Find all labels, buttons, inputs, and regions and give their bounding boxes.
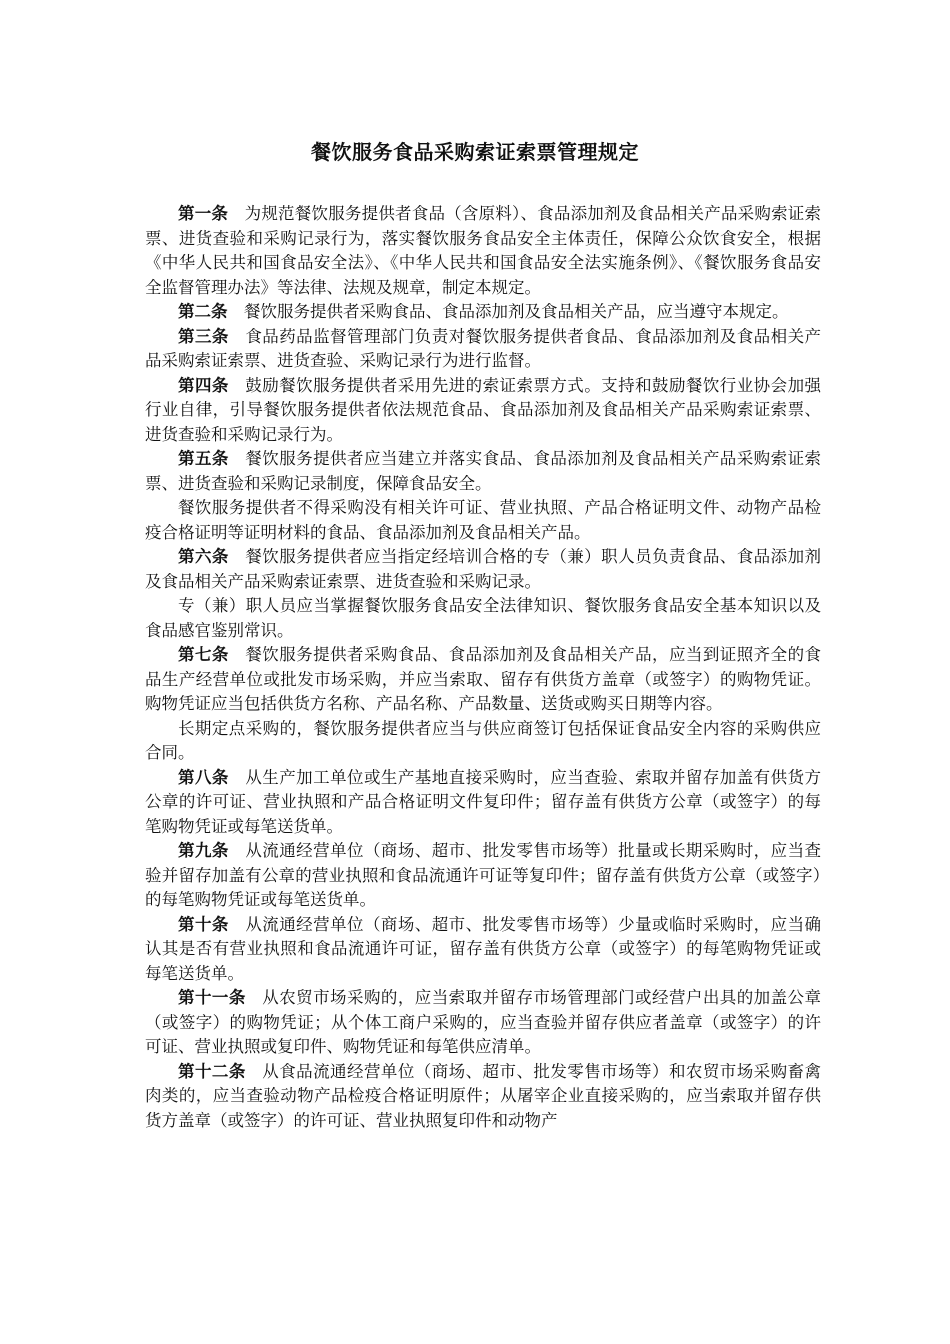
paragraph-article-10 [145, 913, 821, 987]
article-number: 第七条 [178, 645, 229, 664]
article-text: 从生产加工单位或生产基地直接采购时，应当查验、索取并留存加盖有供货方公章的许可证、营业执照和产品合格证明文件复印件；留存盖有供货方公章（或签字）的每笔购物凭证或每笔送货单。 [145, 767, 822, 836]
article-text: 餐饮服务提供者采购食品、食品添加剂及食品相关产品，应当遵守本规定。 [244, 302, 789, 321]
paragraph-article-5 [145, 447, 821, 496]
article-text: 从流通经营单位（商场、超市、批发零售市场等）批量或长期采购时，应当查验并留存加盖有公章的营业执照和食品流通许可证等复印件；留存盖有供货方公章（或签字）的每笔购物凭证或每笔送货单。 [145, 841, 822, 909]
article-text: 鼓励餐饮服务提供者采用先进的索证索票方式。支持和鼓励餐饮行业协会加强行业自律，引导餐饮服务提供者依法规范食品、食品添加剂及食品相关产品采购索证索票、进货查验和采购记录行为。 [145, 375, 822, 444]
article-number: 第五条 [178, 449, 229, 468]
article-text: 食品药品监督管理部门负责对餐饮服务提供者食品、食品添加剂及食品相关产品采购索证索票、进货查验、采购记录行为进行监督。 [145, 326, 822, 370]
article-text: 从流通经营单位（商场、超市、批发零售市场等）少量或临时采购时，应当确认其是否有营业执照和食品流通许可证，留存盖有供货方公章（或签字）的每笔购物凭证或每笔送货单。 [145, 914, 822, 983]
paragraph-article-1 [145, 202, 821, 300]
article-text: 餐饮服务提供者采购食品、食品添加剂及食品相关产品，应当到证照齐全的食品生产经营单位或批发市场采购，并应当索取、留存有供货方盖章（或签字）的购物凭证。购物凭证应当包括供货方名称、产品名称、产品数量、送货或购买日期等内容。 [145, 645, 822, 713]
article-text: 从农贸市场采购的，应当索取并留存市场管理部门或经营户出具的加盖公章（或签字）的购物凭证；从个体工商户采购的，应当查验并留存供应者盖章（或签字）的许可证、营业执照或复印件、购物凭证和每笔供应清单。 [145, 988, 822, 1056]
article-number: 第十二条 [178, 1061, 246, 1081]
article-text: 长期定点采购的，餐饮服务提供者应当与供应商签订包括保证食品安全内容的采购供应合同。 [145, 718, 821, 762]
article-number: 第十一条 [178, 988, 246, 1007]
document-title: 餐饮服务食品采购索证索票管理规定 [311, 140, 639, 164]
article-number: 第六条 [178, 547, 229, 566]
paragraph-article-9 [145, 839, 821, 913]
paragraph-article-12 [145, 1060, 821, 1134]
document-body [145, 202, 821, 1133]
article-number: 第十条 [178, 914, 229, 934]
paragraph-article-7-clause-2 [145, 717, 821, 766]
article-text: 餐饮服务提供者应当指定经培训合格的专（兼）职人员负责食品、食品添加剂及食品相关产品采购索证索票、进货查验和采购记录。 [145, 547, 822, 591]
paragraph-article-7 [145, 643, 821, 717]
article-number: 第二条 [178, 302, 228, 321]
paragraph-article-6 [145, 545, 821, 594]
article-text: 专（兼）职人员应当掌握餐饮服务食品安全法律知识、餐饮服务食品安全基本知识以及食品感官鉴别常识。 [145, 596, 821, 640]
paragraph-article-2 [145, 300, 821, 325]
paragraph-article-6-clause-2 [145, 594, 821, 643]
paragraph-article-5-clause-2 [145, 496, 821, 545]
article-number: 第八条 [178, 767, 229, 787]
article-number: 第四条 [178, 375, 229, 395]
paragraph-article-8 [145, 766, 821, 840]
article-text: 为规范餐饮服务提供者食品（含原料）、食品添加剂及食品相关产品采购索证索票、进货查验和采购记录行为，落实餐饮服务食品安全主体责任，保障公众饮食安全，根据《中华人民共和国食品安全法》、《中华人民共和国食品安全法实施条例》、《餐饮服务食品安全监督管理办法》等法律、法规及规章，制定本规定。 [145, 204, 822, 297]
article-number: 第九条 [178, 841, 229, 860]
paragraph-article-3 [145, 325, 821, 374]
paragraph-article-4 [145, 374, 821, 448]
article-text: 从食品流通经营单位（商场、超市、批发零售市场等）和农贸市场采购畜禽肉类的，应当查验动物产品检疫合格证明原件；从屠宰企业直接采购的，应当索取并留存供货方盖章（或签字）的许可证、营业执照复印件和动物产 [145, 1061, 822, 1130]
article-text: 餐饮服务提供者应当建立并落实食品、食品添加剂及食品相关产品采购索证索票、进货查验和采购记录制度，保障食品安全。 [145, 449, 822, 493]
article-number: 第三条 [178, 326, 229, 346]
paragraph-article-11 [145, 986, 821, 1060]
article-text: 餐饮服务提供者不得采购没有相关许可证、营业执照、产品合格证明文件、动物产品检疫合格证明等证明材料的食品、食品添加剂及食品相关产品。 [145, 498, 821, 542]
article-number: 第一条 [178, 204, 229, 223]
